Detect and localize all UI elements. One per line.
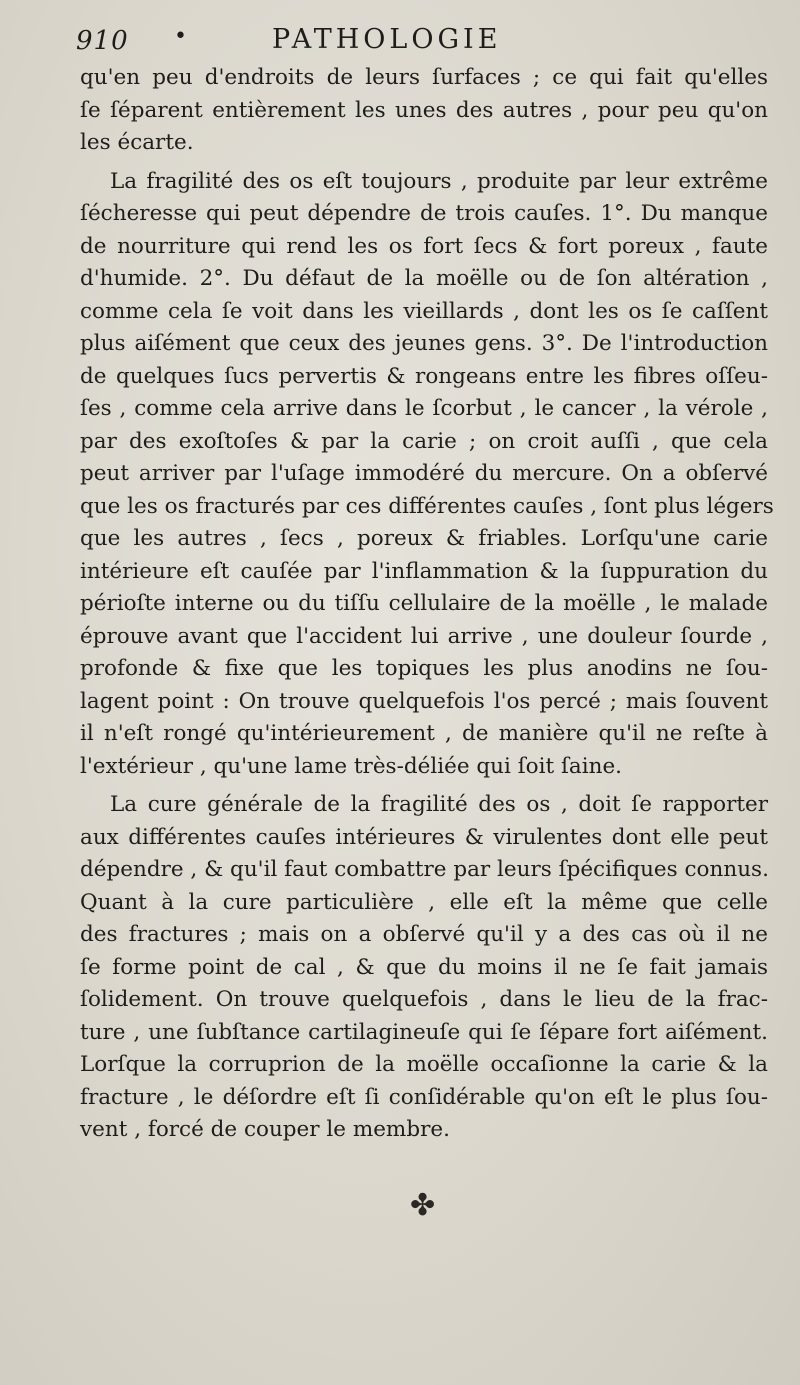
text-line: dépendre , & qu'il faut combattre par leurs ſpécifiques connus.: [80, 857, 769, 882]
text-line: La cure générale de la fragilité des os , doit ſe rapporter: [110, 792, 768, 817]
text-line: qu'en peu d'endroits de leurs ſurfaces ; ce qui fait qu'elles: [80, 65, 768, 90]
text-line: ſe ſéparent entièrement les unes des autres , pour peu qu'on: [80, 97, 768, 123]
text-line: ſécheresse qui peut dépendre de trois cauſes. 1°. Du manque: [80, 201, 768, 226]
text-line: par des exoſtoſes & par la carie ; on croit auſſi , que cela: [80, 428, 768, 454]
text-line: comme cela ſe voit dans les vieillards , dont les os ſe caſſent: [80, 298, 768, 324]
paragraph-1: [80, 62, 768, 160]
text-line: La fragilité des os eſt toujours , produite par leur extrême: [110, 168, 768, 194]
text-line: de nourriture qui rend les os fort ſecs & fort poreux , faute: [80, 233, 768, 259]
text-line: des fractures ; mais on a obſervé qu'il y a des cas où il ne: [80, 922, 768, 947]
text-line: que les os fracturés par ces différentes cauſes , ſont plus légers: [80, 493, 774, 519]
page-header: [76, 22, 776, 58]
text-line: intérieure eſt cauſée par l'inflammation & la ſuppuration du: [80, 558, 768, 584]
text-line: lagent point : On trouve quelquefois l'os percé ; mais ſouvent: [80, 688, 768, 714]
text-line: il n'eſt rongé qu'intérieurement , de manière qu'il ne reſte à: [80, 721, 768, 746]
text-line: plus aiſément que ceux des jeunes gens. 3°. De l'introduction: [80, 331, 768, 356]
running-title: PATHOLOGIE: [272, 24, 502, 55]
page-number: 910: [76, 26, 129, 56]
header-separator: •: [174, 24, 187, 49]
text-line: l'extérieur , qu'une lame très-déliée qui ſoit ſaine.: [80, 753, 623, 779]
paragraph-3: [80, 789, 768, 1147]
text-line: que les autres , ſecs , poreux & friables. Lorſqu'une carie: [80, 526, 768, 551]
paragraph-2: [80, 166, 774, 784]
body-text: [80, 62, 774, 1147]
text-line: vent , forcé de couper le membre.: [80, 1117, 450, 1142]
text-line: Quant à la cure particulière , elle eſt la même que celle: [80, 889, 768, 915]
text-line: de quelques ſucs pervertis & rongeans entre les fibres oſſeu-: [80, 363, 768, 389]
text-line: peut arriver par l'uſage immodéré du mercure. On a obſervé: [80, 461, 768, 486]
text-line: les écarte.: [80, 130, 194, 155]
text-line: ſes , comme cela arrive dans le ſcorbut , le cancer , la vérole ,: [80, 396, 768, 421]
text-line: ture , une ſubſtance cartilagineuſe qui ſe ſépare fort aiſément.: [80, 1019, 768, 1045]
text-line: périoſte interne ou du tiſſu cellulaire de la moëlle , le malade: [80, 591, 768, 616]
text-line: Lorſque la corruprion de la moëlle occaſionne la carie & la: [80, 1052, 768, 1077]
text-line: éprouve avant que l'accident lui arrive , une douleur ſourde ,: [80, 623, 768, 649]
text-line: d'humide. 2°. Du défaut de la moëlle ou de ſon altération ,: [80, 266, 768, 291]
text-line: profonde & fixe que les topiques les plus anodins ne ſou-: [80, 656, 768, 681]
text-line: fracture , le déſordre eſt ſi conſidérable qu'on eſt le plus ſou-: [80, 1084, 768, 1110]
fleuron-ornament-icon: ✤: [410, 1188, 436, 1223]
text-line: aux différentes cauſes intérieures & virulentes dont elle peut: [80, 824, 768, 850]
text-line: ſe forme point de cal , & que du moins il ne ſe fait jamais: [80, 954, 768, 980]
text-line: ſolidement. On trouve quelquefois , dans le lieu de la frac-: [80, 987, 768, 1012]
